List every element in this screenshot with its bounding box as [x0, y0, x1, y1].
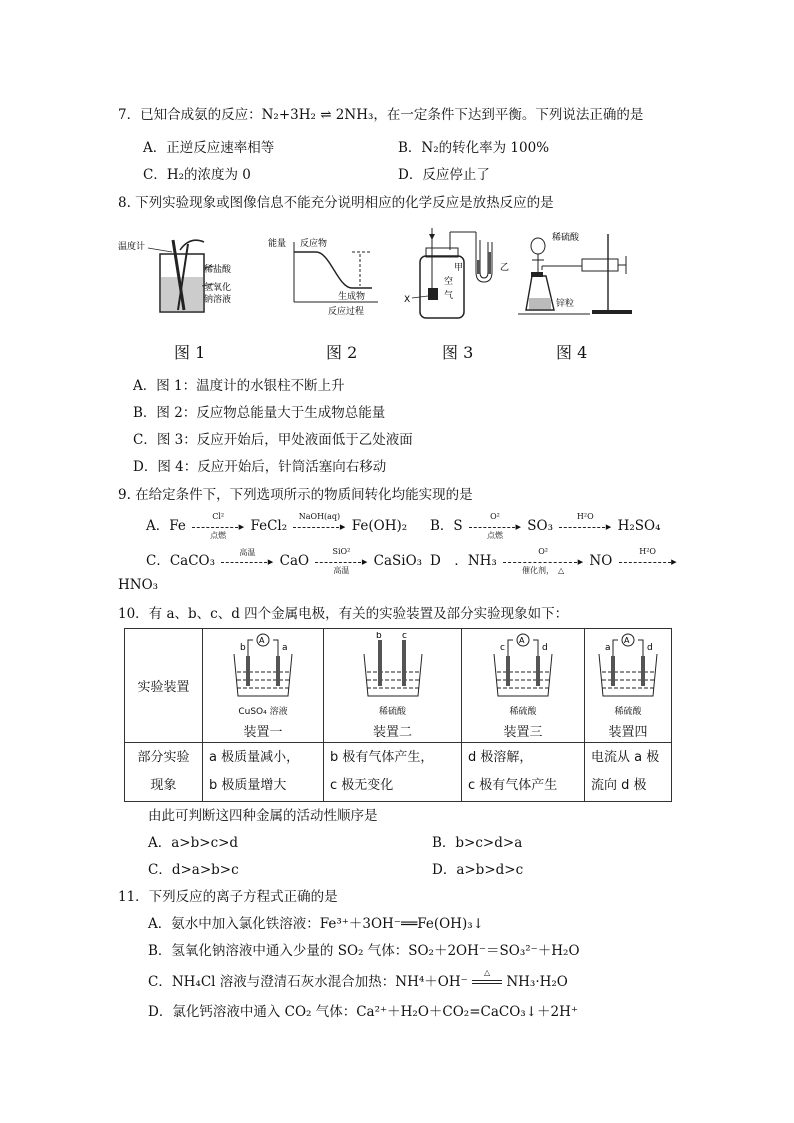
fig4-acid-label: 稀硫酸	[552, 233, 580, 243]
fig3-yi-label: 乙	[500, 263, 510, 273]
q10-experiment-table	[124, 628, 672, 802]
q8-stem: 8. 下列实验现象或图像信息不能充分说明相应的化学反应是放热反应的是	[118, 195, 554, 211]
figure-3-caption: 图 3	[442, 343, 474, 362]
q10-conclusion: 由此可判断这四种金属的活动性顺序是	[148, 808, 378, 824]
fig2-product-label: 生成物	[338, 292, 366, 302]
q9a-cond2-top: NaOH(aq)	[298, 511, 341, 521]
q9-option-d: D ．NH₃ ▸ O² 催化剂， △ NO ▸ H²O	[430, 546, 677, 575]
svg-text:a: a	[282, 642, 288, 653]
device-2-observation: b 极有气体产生， c 极无变化	[324, 743, 462, 802]
device-3-cell	[462, 629, 585, 743]
q10-stem: 10．有 a、b、c、d 四个金属电极，有关的实验装置及部分实验现象如下：	[118, 606, 569, 622]
q11-stem: 11．下列反应的离子方程式正确的是	[118, 889, 338, 905]
fig3-jia-label: 甲	[454, 263, 464, 273]
q7-option-a: A．正逆反应速率相等	[143, 140, 275, 156]
device-3-solution: 稀硫酸	[509, 706, 537, 717]
device-4-observation: 电流从 a 极 流向 d 极	[585, 743, 672, 802]
figure-2-caption: 图 2	[326, 343, 358, 362]
fig3-air-label-2: 气	[444, 291, 454, 301]
device-1-solution: CuSO₄ 溶液	[238, 706, 288, 717]
device-3-name: 装置三	[503, 724, 543, 740]
q8-option-b: B．图 2：反应物总能量大于生成物总能量	[133, 405, 386, 421]
q11-option-c: C．NH₄Cl 溶液与澄清石灰水混合加热：NH⁴＋OH⁻ △ NH₃·H₂O	[148, 967, 568, 990]
fig1-thermometer-label: 温度计	[118, 242, 146, 252]
svg-text:d: d	[542, 642, 548, 653]
figure-1-caption: 图 1	[174, 343, 206, 362]
fig2-yaxis-label: 能量	[268, 239, 287, 249]
q7-option-d: D．反应停止了	[398, 167, 490, 183]
q9d-cond2-top: H²O	[639, 546, 656, 556]
figure-1-diagram	[118, 232, 248, 324]
q10-option-c: C．d>a>b>c	[148, 862, 239, 878]
q9-stem: 9. 在给定条件下，下列选项所示的物质间转化均能实现的是	[118, 487, 473, 503]
q7-option-b: B．N₂的转化率为 100%	[398, 140, 550, 156]
row-header-device: 实验装置	[125, 629, 203, 743]
q9-option-b: B．S ▸ O² 点燃 SO₃ ▸ H²O H₂SO₄	[430, 511, 661, 540]
q10-option-a: A．a>b>c>d	[148, 835, 239, 851]
q9d-cond1-top: O²	[538, 546, 548, 556]
svg-text:d: d	[647, 642, 653, 653]
q9-option-c: C．CaCO₃ ▸ 高温 CaO ▸ SiO² 高温 CaSiO₃	[146, 546, 423, 575]
q10-option-b: B．b>c>d>a	[432, 835, 523, 851]
q11-option-d: D．氯化钙溶液中通入 CO₂ 气体：Ca²⁺＋H₂O＋CO₂=CaCO₃↓＋2H⁺	[148, 1004, 578, 1020]
device-2-cell	[324, 629, 462, 743]
q9-option-d-tail: HNO₃	[118, 577, 159, 593]
svg-text:b: b	[375, 631, 382, 641]
fig1-acid-label: 稀盐酸	[204, 265, 232, 275]
device-1-observation: a 极质量减小， b 极质量增大	[203, 743, 324, 802]
device-4-name: 装置四	[608, 724, 648, 740]
fig1-base-label-1: 氢氧化	[204, 283, 232, 293]
q10-option-d: D．a>b>d>c	[432, 862, 524, 878]
figure-2-energy-diagram	[268, 232, 388, 324]
device-2-solution: 稀硫酸	[378, 706, 406, 717]
q11-option-a: A．氨水中加入氯化铁溶液：Fe³⁺＋3OH⁻══Fe(OH)₃↓	[148, 916, 484, 932]
q9b-cond1-top: O²	[490, 511, 500, 521]
fig3-air-label-1: 空	[444, 277, 454, 287]
svg-text:c: c	[401, 631, 407, 641]
row-header-observation: 部分实验 现象	[125, 743, 203, 802]
figure-4-diagram	[518, 226, 638, 322]
fig2-reactant-label: 反应物	[300, 239, 328, 249]
svg-text:c: c	[500, 642, 505, 653]
device-3-diagram	[488, 632, 558, 700]
device-4-solution: 稀硫酸	[614, 706, 642, 717]
figure-4-caption: 图 4	[556, 343, 588, 362]
q8-option-a: A．图 1：温度计的水银柱不断上升	[133, 378, 345, 394]
q9c-cond1-top: 高温	[239, 547, 256, 557]
q9-option-a: A．Fe ▸ Cl² 点燃 FeCl₂ ▸ NaOH(aq) Fe(OH)₂	[146, 511, 408, 540]
device-3-observation: d 极溶解， c 极有气体产生	[462, 743, 585, 802]
device-4-diagram	[593, 632, 663, 700]
q9d-cond1-bot: 催化剂， △	[522, 565, 565, 575]
q9a-cond1-top: Cl²	[212, 511, 225, 521]
svg-text:A: A	[259, 635, 265, 645]
q9b-cond2-top: H²O	[576, 511, 594, 521]
fig4-zinc-label: 锌粒	[556, 299, 575, 309]
figure-3-diagram	[400, 226, 520, 326]
q7-stem: 7．已知合成氨的反应：N₂+3H₂ ⇌ 2NH₃，在一定条件下达到平衡。下列说法正确的是	[118, 107, 644, 123]
q11c-condition: △	[483, 967, 491, 977]
device-2-name: 装置二	[372, 724, 412, 740]
q9b-cond1-bot: 点燃	[486, 530, 503, 540]
q9c-cond2-bot: 高温	[333, 565, 350, 575]
q9c-cond2-top: SiO²	[332, 546, 351, 556]
q11-option-b: B．氢氧化钠溶液中通入少量的 SO₂ 气体：SO₂＋2OH⁻＝SO₃²⁻＋H₂O	[148, 943, 580, 959]
device-4-cell	[585, 629, 672, 743]
device-1-diagram	[228, 632, 298, 700]
device-1-cell	[203, 629, 324, 743]
fig2-xaxis-label: 反应过程	[328, 307, 365, 317]
device-2-diagram	[358, 632, 428, 700]
q8-option-c: C．图 3：反应开始后，甲处液面低于乙处液面	[133, 432, 413, 448]
svg-text:A: A	[519, 635, 525, 645]
fig3-x-label: X	[404, 295, 411, 305]
svg-text:b: b	[240, 642, 246, 653]
q9a-cond1-bot: 点燃	[210, 530, 227, 540]
svg-text:A: A	[624, 635, 630, 645]
q8-option-d: D．图 4：反应开始后，针筒活塞向右移动	[133, 459, 387, 475]
device-1-name: 装置一	[243, 724, 283, 740]
fig1-base-label-2: 钠溶液	[204, 295, 232, 305]
svg-text:a: a	[605, 642, 611, 653]
q7-option-c: C．H₂的浓度为 0	[143, 167, 251, 183]
